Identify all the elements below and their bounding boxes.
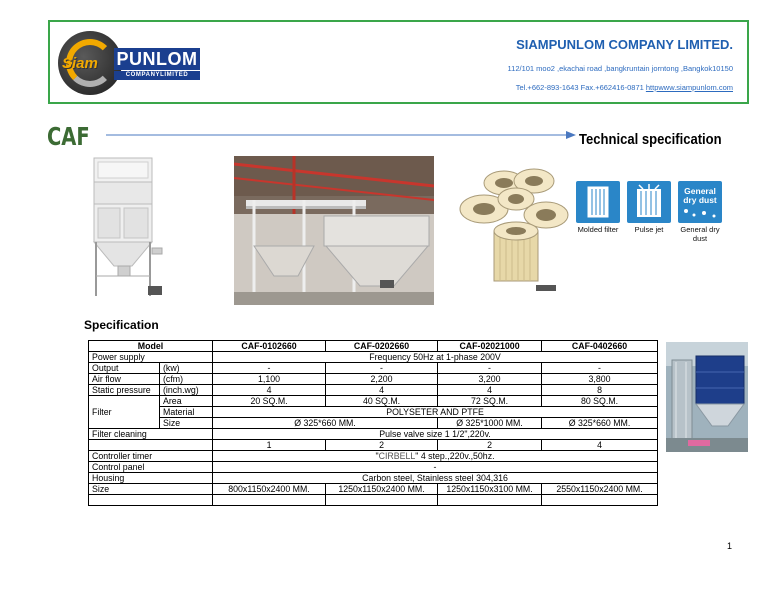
feature-label: Pulse jet bbox=[634, 225, 664, 234]
cell: 800x1150x2400 MM. bbox=[213, 484, 326, 495]
filter-cartridges-image bbox=[454, 165, 572, 293]
cell: Ø 325*660 MM. bbox=[213, 418, 438, 429]
installation-photo bbox=[234, 156, 434, 305]
cell bbox=[326, 495, 438, 506]
cell: 80 SQ.M. bbox=[542, 396, 658, 407]
row-label: Output bbox=[89, 363, 160, 374]
spec-heading: Specification bbox=[84, 318, 159, 332]
cell: 3,200 bbox=[438, 374, 542, 385]
spec-table bbox=[88, 340, 658, 506]
general-dry-dust-tile-text: General dry dust bbox=[683, 186, 717, 205]
model-family-title: CAF bbox=[47, 122, 90, 151]
table-row-blank bbox=[89, 495, 658, 506]
logo-company-text: COMPANYLIMITED bbox=[114, 71, 200, 80]
cell: 3,800 bbox=[542, 374, 658, 385]
table-row bbox=[89, 407, 658, 418]
table-row bbox=[89, 462, 658, 473]
table-row bbox=[89, 440, 658, 451]
site-photo bbox=[666, 342, 748, 452]
cell bbox=[89, 495, 213, 506]
table-row bbox=[89, 473, 658, 484]
cell: Frequency 50Hz at 1-phase 200V bbox=[213, 352, 658, 363]
cell: 4 bbox=[438, 385, 542, 396]
dust-collector-image bbox=[88, 156, 174, 298]
cell: 1250x1150x3100 MM. bbox=[438, 484, 542, 495]
row-unit: (inch.wg) bbox=[160, 385, 213, 396]
row-unit: (kw) bbox=[160, 363, 213, 374]
row-label: Size bbox=[89, 484, 213, 495]
controller-brand: CIRBELL bbox=[378, 451, 416, 461]
table-row bbox=[89, 418, 658, 429]
cell bbox=[213, 451, 658, 462]
cell: - bbox=[213, 363, 326, 374]
row-unit: Material bbox=[160, 407, 213, 418]
company-header bbox=[48, 20, 749, 104]
row-unit: Size bbox=[160, 418, 213, 429]
table-row bbox=[89, 451, 658, 462]
cell: 40 SQ.M. bbox=[326, 396, 438, 407]
row-unit: (cfm) bbox=[160, 374, 213, 385]
row-label: Filter cleaning bbox=[89, 429, 213, 440]
cell: 2 bbox=[326, 440, 438, 451]
cell: 4 bbox=[542, 440, 658, 451]
cell: 1,100 bbox=[213, 374, 326, 385]
cell bbox=[542, 495, 658, 506]
cell: Pulse valve size 1 1/2",220v. bbox=[213, 429, 658, 440]
installation-graphic bbox=[234, 156, 434, 305]
cell: Ø 325*660 MM. bbox=[542, 418, 658, 429]
cell: 2 bbox=[438, 440, 542, 451]
cell: - bbox=[542, 363, 658, 374]
section-title: Technical specification bbox=[579, 132, 722, 148]
cell: 4 bbox=[213, 385, 326, 396]
row-label: Static pressure bbox=[89, 385, 160, 396]
row-label: Control panel bbox=[89, 462, 213, 473]
table-header-row bbox=[89, 341, 658, 352]
model-column-header: CAF-02021000 bbox=[438, 341, 542, 352]
title-arrow bbox=[106, 128, 576, 140]
table-row bbox=[89, 385, 658, 396]
table-row bbox=[89, 374, 658, 385]
website-link[interactable]: httpwww.siampunlom.com bbox=[645, 83, 733, 92]
cell: 20 SQ.M. bbox=[213, 396, 326, 407]
cell: 1 bbox=[213, 440, 326, 451]
cell: 4 bbox=[326, 385, 438, 396]
cell: 2,200 bbox=[326, 374, 438, 385]
cell bbox=[438, 495, 542, 506]
model-column-header: CAF-0402660 bbox=[542, 341, 658, 352]
feature-molded-filter bbox=[576, 181, 620, 235]
general-dry-dust-icon bbox=[678, 181, 722, 223]
cell: 72 SQ.M. bbox=[438, 396, 542, 407]
cell: 8 bbox=[542, 385, 658, 396]
row-unit: Area bbox=[160, 396, 213, 407]
logo-punlom-text: PUNLOM bbox=[114, 48, 200, 70]
company-name: SIAMPUNLOM COMPANY LIMITED. bbox=[516, 37, 733, 52]
cell: POLYSETER AND PTFE bbox=[213, 407, 658, 418]
row-label: Controller timer bbox=[89, 451, 213, 462]
feature-general-dry-dust bbox=[678, 181, 722, 243]
feature-pulse-jet bbox=[627, 181, 671, 235]
model-column-header: CAF-0202660 bbox=[326, 341, 438, 352]
controller-spec: " 4 step.,220v.,50hz. bbox=[415, 451, 495, 461]
logo-siam-text: Siam bbox=[62, 55, 98, 72]
company-address: 112/101 moo2 ,ekachai road ,bangkruntain jorntong ,Bangkok10150 bbox=[507, 64, 733, 73]
model-header: Model bbox=[89, 341, 213, 352]
quote-open: " bbox=[375, 451, 379, 461]
row-label: Power supply bbox=[89, 352, 213, 363]
table-row bbox=[89, 484, 658, 495]
row-label: Air flow bbox=[89, 374, 160, 385]
page-number: 1 bbox=[727, 541, 733, 551]
model-column-header: CAF-0102660 bbox=[213, 341, 326, 352]
site-graphic bbox=[666, 342, 748, 452]
table-row bbox=[89, 363, 658, 374]
table-row bbox=[89, 429, 658, 440]
cell bbox=[213, 495, 326, 506]
row-label: Housing bbox=[89, 473, 213, 484]
cell: Ø 325*1000 MM. bbox=[438, 418, 542, 429]
siampunlom-logo bbox=[58, 31, 200, 95]
cell: Carbon steel, Stainless steel 304,316 bbox=[213, 473, 658, 484]
feature-label: General dry dust bbox=[680, 225, 720, 243]
cell: 1250x1150x2400 MM. bbox=[326, 484, 438, 495]
company-contact bbox=[516, 83, 733, 92]
table-row bbox=[89, 396, 658, 407]
pulse-jet-icon bbox=[627, 181, 671, 223]
cell: 2550x1150x2400 MM. bbox=[542, 484, 658, 495]
feature-label: Molded filter bbox=[577, 225, 619, 234]
row-label: Filter bbox=[89, 396, 160, 429]
table-row bbox=[89, 352, 658, 363]
contact-phone-fax: Tel.+662-893-1643 Fax.+662416-0871 bbox=[515, 83, 646, 92]
cell: - bbox=[213, 462, 658, 473]
row-label bbox=[89, 440, 213, 451]
molded-filter-icon bbox=[576, 181, 620, 223]
cell: - bbox=[438, 363, 542, 374]
cell: - bbox=[326, 363, 438, 374]
